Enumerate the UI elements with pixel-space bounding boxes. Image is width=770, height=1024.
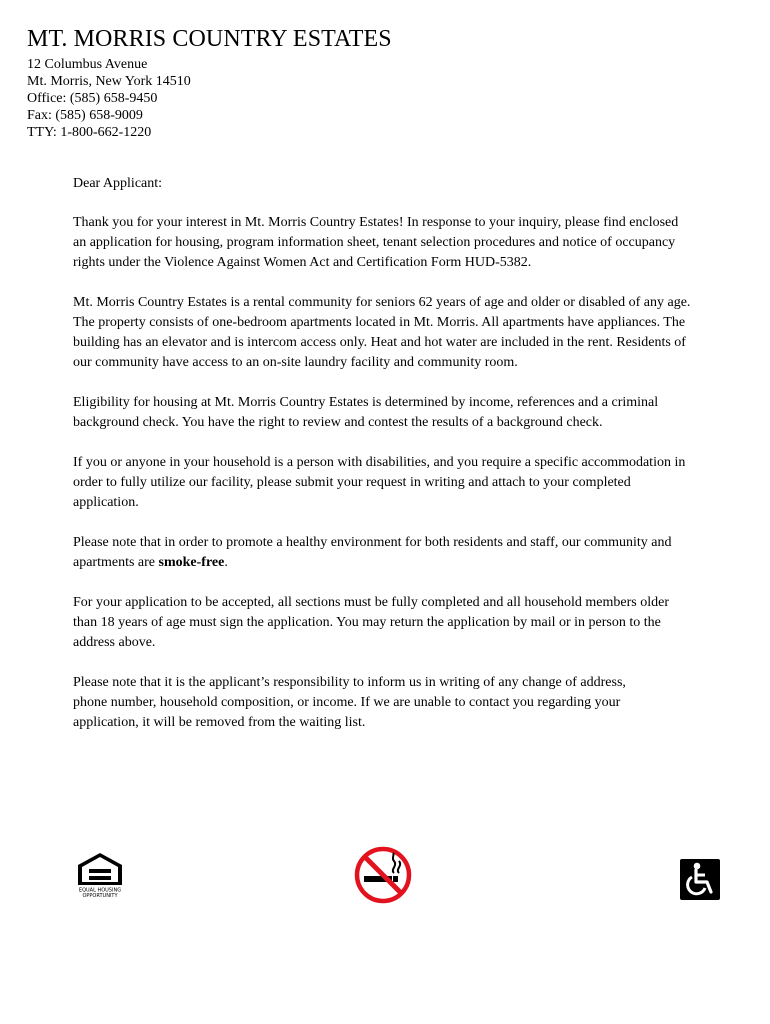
salutation: Dear Applicant: bbox=[73, 176, 163, 191]
paragraph-line: our community have access to an on-site laundry facility and community room. bbox=[73, 355, 518, 370]
paragraph-smoke-free bbox=[73, 533, 745, 573]
paragraph-line: For your application to be accepted, all sections must be fully completed and all household members older bbox=[73, 595, 670, 610]
street-address: 12 Columbus Avenue bbox=[27, 57, 148, 72]
office-phone: Office: (585) 658-9450 bbox=[27, 91, 158, 106]
paragraph-line: The property consists of one-bedroom apartments located in Mt. Morris. All apartments have appliances. The bbox=[73, 315, 686, 330]
wheelchair-icon bbox=[680, 859, 720, 900]
letter-body bbox=[73, 174, 745, 753]
equal-housing-icon bbox=[74, 852, 126, 900]
paragraph-line: rights under the Violence Against Women Act and Certification Form HUD-5382. bbox=[73, 255, 532, 270]
paragraph-application bbox=[73, 593, 745, 653]
eho-caption-line1: EQUAL HOUSING bbox=[78, 887, 122, 894]
city-state-zip: Mt. Morris, New York 14510 bbox=[27, 74, 191, 89]
paragraph-responsibility bbox=[73, 673, 745, 733]
paragraph-line: Thank you for your interest in Mt. Morris Country Estates! In response to your inquiry, please find enclosed bbox=[73, 215, 679, 230]
paragraph-line: Mt. Morris Country Estates is a rental community for seniors 62 years of age and older or disabled of any age. bbox=[73, 295, 691, 310]
fax-number: Fax: (585) 658-9009 bbox=[27, 108, 143, 123]
paragraph-line: apartments are bbox=[73, 555, 159, 570]
paragraph-accommodation bbox=[73, 453, 745, 513]
paragraph-line: Please note that it is the applicant’s responsibility to inform us in writing of any change of address, bbox=[73, 675, 626, 690]
paragraph-line: . bbox=[224, 555, 228, 570]
paragraph-eligibility bbox=[73, 393, 745, 433]
paragraph-line: order to fully utilize our facility, please submit your request in writing and attach to your completed bbox=[73, 475, 631, 490]
no-smoking-icon bbox=[354, 846, 412, 904]
paragraph-line: application, it will be removed from the waiting list. bbox=[73, 715, 366, 730]
paragraph-line: Please note that in order to promote a healthy environment for both residents and staff, our community and bbox=[73, 535, 672, 550]
paragraph-line: Eligibility for housing at Mt. Morris Country Estates is determined by income, references and a criminal bbox=[73, 395, 659, 410]
paragraph-line: background check. You have the right to review and contest the results of a background check. bbox=[73, 415, 603, 430]
paragraph-line: an application for housing, program information sheet, tenant selection procedures and notice of occupancy bbox=[73, 235, 676, 250]
paragraph-line: than 18 years of age must sign the application. You may return the application by mail or in person to the bbox=[73, 615, 661, 630]
tty-number: TTY: 1-800-662-1220 bbox=[27, 125, 152, 140]
paragraph-line: application. bbox=[73, 495, 139, 510]
paragraph-line: If you or anyone in your household is a person with disabilities, and you require a specific accommodation in bbox=[73, 455, 686, 470]
eho-caption-line2: OPPORTUNITY bbox=[82, 893, 118, 899]
paragraph-line: phone number, household composition, or income. If we are unable to contact you regarding your bbox=[73, 695, 621, 710]
paragraph-line: address above. bbox=[73, 635, 156, 650]
paragraph-intro bbox=[73, 213, 745, 273]
letterhead bbox=[27, 24, 392, 141]
paragraph-community bbox=[73, 293, 745, 373]
paragraph-line: building has an elevator and is intercom access only. Heat and hot water are included in the rent. Residents of bbox=[73, 335, 686, 350]
company-name: MT. MORRIS COUNTRY ESTATES bbox=[27, 26, 392, 52]
smoke-free-emphasis: smoke-free bbox=[158, 555, 225, 570]
